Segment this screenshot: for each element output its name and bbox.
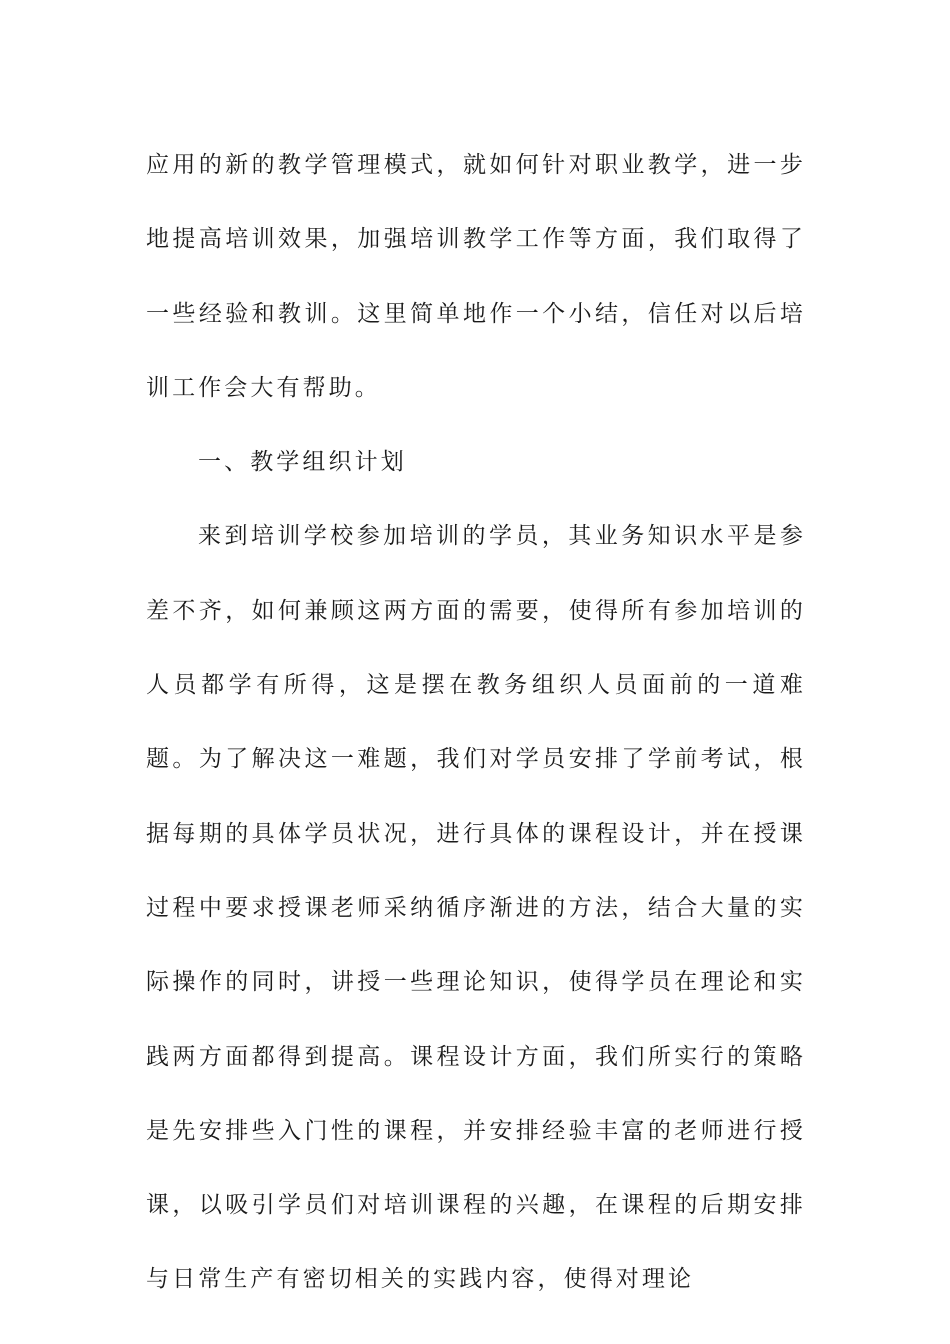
paragraph-teaching-organization: 来到培训学校参加培训的学员，其业务知识水平是参差不齐，如何兼顾这两方面的需要，使得所有参加培训的人员都学有所得，这是摆在教务组织人员面前的一道难题。为了解决这一难题，我们对学员安排了学前考试，根据每期的具体学员状况，进行具体的课程设计，并在授课过程中要求授课老师采纳循序渐进的方法，结合大量的实际操作的同时，讲授一些理论知识，使得学员在理论和实践两方面都得到提高。课程设计方面，我们所实行的策略是先安排些入门性的课程，并安排经验丰富的老师进行授课，以吸引学员们对培训课程的兴趣，在课程的后期安排与日常生产有密切相关的实践内容，使得对理论 (146, 523, 806, 1293)
document-body (146, 128, 806, 1317)
paragraph-intro-continuation: 应用的新的教学管理模式，就如何针对职业教学，进一步地提高培训效果，加强培训教学工作等方面，我们取得了一些经验和教训。这里简单地作一个小结，信任对以后培训工作会大有帮助。 (146, 152, 806, 401)
section-heading-teaching-organization-plan: 一、教学组织计划 (198, 449, 407, 476)
